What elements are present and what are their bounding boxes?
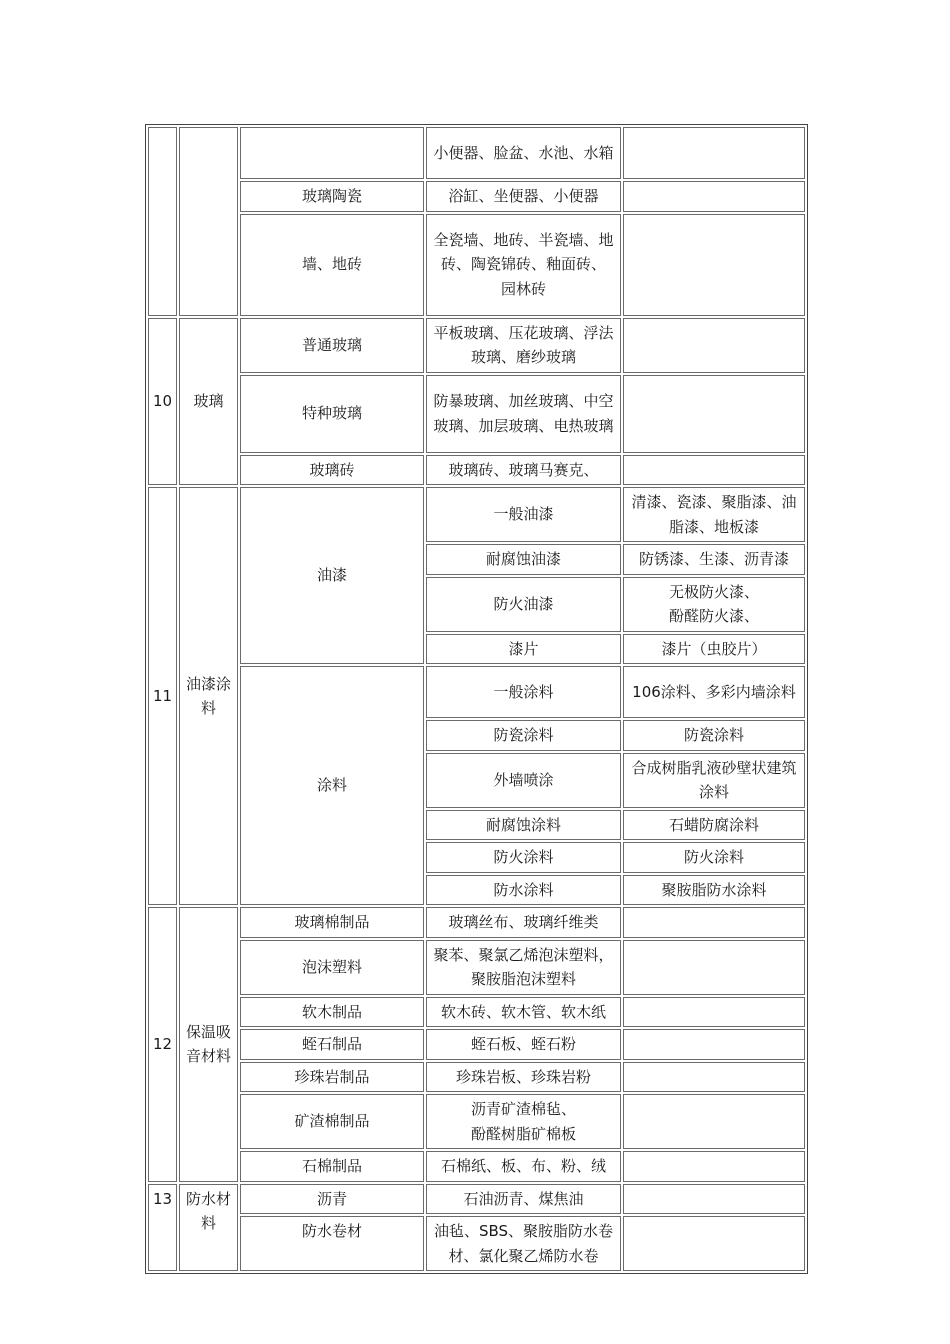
product-cell: 防水卷材 xyxy=(240,1216,424,1271)
examples-cell: 小便器、脸盆、水池、水箱 xyxy=(426,127,621,179)
type-cell: 一般油漆 xyxy=(426,487,621,542)
examples-cell: 合成树脂乳液砂壁状建筑涂料 xyxy=(623,753,805,808)
product-cell: 矿渣棉制品 xyxy=(240,1094,424,1149)
type-cell: 漆片 xyxy=(426,634,621,665)
examples-cell xyxy=(426,214,621,316)
table-row xyxy=(148,127,805,179)
examples-line: 无极防火漆、 xyxy=(668,582,759,601)
subtype-cell xyxy=(623,455,805,486)
table-row xyxy=(148,375,805,453)
type-cell: 防水涂料 xyxy=(426,875,621,906)
item-number: 10 xyxy=(148,318,177,486)
examples-line: 沥青矿渣棉毡、 xyxy=(470,1100,576,1118)
type-cell: 耐腐蚀油漆 xyxy=(426,544,621,575)
number-cell xyxy=(148,127,177,316)
examples-line: 全瓷墙、地砖、半瓷墙、地砖、陶瓷锦砖、釉面砖、 xyxy=(433,230,614,274)
table-row xyxy=(148,1062,805,1093)
examples-line: 园林砖 xyxy=(500,279,546,298)
item-number: 13 xyxy=(148,1184,177,1272)
type-cell: 外墙喷涂 xyxy=(426,753,621,808)
examples-cell: 石棉纸、板、布、粉、绒 xyxy=(426,1151,621,1182)
examples-cell: 清漆、瓷漆、聚脂漆、油脂漆、地板漆 xyxy=(623,487,805,542)
table-row xyxy=(148,318,805,373)
examples-cell: 防火涂料 xyxy=(623,842,805,873)
subtype-cell xyxy=(623,940,805,995)
examples-cell: 石蜡防腐涂料 xyxy=(623,810,805,841)
table-row xyxy=(148,214,805,316)
subtype-cell xyxy=(623,1029,805,1060)
product-cell: 玻璃砖 xyxy=(240,455,424,486)
type-cell: 防火油漆 xyxy=(426,577,621,632)
subtype-cell xyxy=(623,1184,805,1215)
product-cell: 玻璃棉制品 xyxy=(240,907,424,938)
product-cell: 沥青 xyxy=(240,1184,424,1215)
examples-cell: 油毡、SBS、聚胺脂防水卷材、氯化聚乙烯防水卷 xyxy=(426,1216,621,1271)
examples-cell: 玻璃丝布、玻璃纤维类 xyxy=(426,907,621,938)
subtype-cell xyxy=(623,214,805,316)
table-row xyxy=(148,666,805,718)
subtype-cell xyxy=(623,1062,805,1093)
product-cell: 石棉制品 xyxy=(240,1151,424,1182)
examples-cell xyxy=(426,1094,621,1149)
examples-cell: 防瓷涂料 xyxy=(623,720,805,751)
product-cell xyxy=(240,127,424,179)
examples-cell: 漆片（虫胶片） xyxy=(623,634,805,665)
examples-cell: 聚苯、聚氯乙烯泡沫塑料，聚胺脂泡沫塑料 xyxy=(426,940,621,995)
subtype-cell xyxy=(623,375,805,453)
category-label: 油漆涂料 xyxy=(179,487,238,905)
product-cell: 泡沫塑料 xyxy=(240,940,424,995)
examples-cell: 浴缸、坐便器、小便器 xyxy=(426,181,621,212)
subtype-cell xyxy=(623,1151,805,1182)
examples-cell: 石油沥青、煤焦油 xyxy=(426,1184,621,1215)
table-row xyxy=(148,1184,805,1215)
examples-cell xyxy=(623,577,805,632)
table-row xyxy=(148,1029,805,1060)
table-row xyxy=(148,907,805,938)
table-row xyxy=(148,455,805,486)
table-row xyxy=(148,1151,805,1182)
product-cell: 软木制品 xyxy=(240,997,424,1028)
table-row xyxy=(148,181,805,212)
product-cell: 蛭石制品 xyxy=(240,1029,424,1060)
subtype-cell xyxy=(623,127,805,179)
table-row xyxy=(148,1094,805,1149)
table-row xyxy=(148,997,805,1028)
table-row xyxy=(148,487,805,542)
examples-cell: 聚胺脂防水涂料 xyxy=(623,875,805,906)
item-number: 11 xyxy=(148,487,177,905)
table-row xyxy=(148,940,805,995)
examples-cell: 玻璃砖、玻璃马赛克、 xyxy=(426,455,621,486)
examples-line: 酚醛防火漆、 xyxy=(668,607,759,625)
subtype-cell xyxy=(623,318,805,373)
subtype-cell xyxy=(623,1094,805,1149)
type-cell: 耐腐蚀涂料 xyxy=(426,810,621,841)
examples-line: 酚醛树脂矿棉板 xyxy=(470,1124,576,1143)
product-cell: 墙、地砖 xyxy=(240,214,424,316)
materials-table xyxy=(145,124,808,1274)
subtype-cell xyxy=(623,997,805,1028)
subtype-cell xyxy=(623,907,805,938)
examples-cell: 平板玻璃、压花玻璃、浮法玻璃、磨纱玻璃 xyxy=(426,318,621,373)
table-row xyxy=(148,1216,805,1271)
product-cell: 珍珠岩制品 xyxy=(240,1062,424,1093)
examples-cell: 软木砖、软木管、软木纸 xyxy=(426,997,621,1028)
coating-label: 涂料 xyxy=(240,666,424,905)
product-cell: 特种玻璃 xyxy=(240,375,424,453)
type-cell: 防火涂料 xyxy=(426,842,621,873)
product-cell: 玻璃陶瓷 xyxy=(240,181,424,212)
category-label: 保温吸音材料 xyxy=(179,907,238,1182)
paint-label: 油漆 xyxy=(240,487,424,664)
examples-cell: 防暴玻璃、加丝玻璃、中空玻璃、加层玻璃、电热玻璃 xyxy=(426,375,621,453)
type-cell: 防瓷涂料 xyxy=(426,720,621,751)
category-label: 玻璃 xyxy=(179,318,238,486)
category-label: 防水材料 xyxy=(179,1184,238,1272)
subtype-cell xyxy=(623,1216,805,1271)
category-cell xyxy=(179,127,238,316)
item-number: 12 xyxy=(148,907,177,1182)
examples-cell: 蛭石板、蛭石粉 xyxy=(426,1029,621,1060)
examples-cell: 珍珠岩板、珍珠岩粉 xyxy=(426,1062,621,1093)
subtype-cell xyxy=(623,181,805,212)
type-cell: 一般涂料 xyxy=(426,666,621,718)
examples-cell: 106涂料、多彩内墙涂料 xyxy=(623,666,805,718)
product-cell: 普通玻璃 xyxy=(240,318,424,373)
examples-cell: 防锈漆、生漆、沥青漆 xyxy=(623,544,805,575)
